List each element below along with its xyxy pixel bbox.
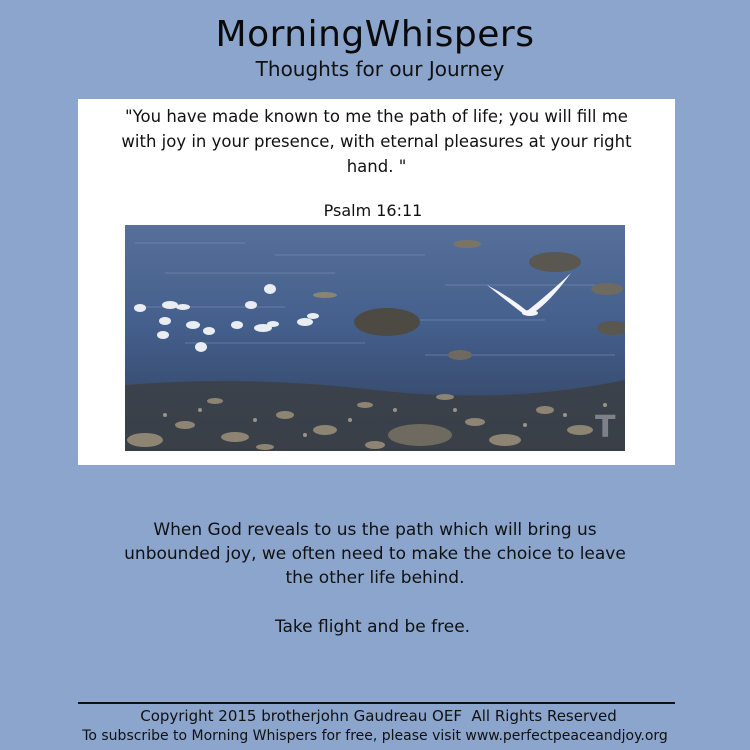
seagulls-photo [125,225,625,451]
reflection-line: unbounded joy, we often need to make the choice to leave [124,544,626,564]
reflection-line: the other life behind. [285,568,465,588]
scripture-reference: Psalm 16:11 [323,201,423,220]
reflection-text [0,518,750,590]
photo-watermark: T [595,410,616,445]
quote-line: "You have made known to me the path of life; you will fill me [125,107,628,126]
footer-divider [78,702,675,704]
subscribe-notice: To subscribe to Morning Whispers for free, please visit www.perfectpeaceandjoy.org [82,728,668,744]
verse-card [78,99,675,465]
quote-line: with joy in your presence, with eternal pleasures at your right [121,132,632,151]
copyright-notice: Copyright 2015 brotherjohn Gaudreau OEF All Rights Reserved [140,707,617,725]
quote-line: hand. " [346,157,407,176]
closing-line: Take flight and be free. [274,617,471,637]
page-subtitle: Thoughts for our Journey [255,57,505,81]
page-title: MorningWhispers [215,14,535,55]
scripture-quote [98,104,655,179]
reflection-line: When God reveals to us the path which will bring us [153,520,597,540]
